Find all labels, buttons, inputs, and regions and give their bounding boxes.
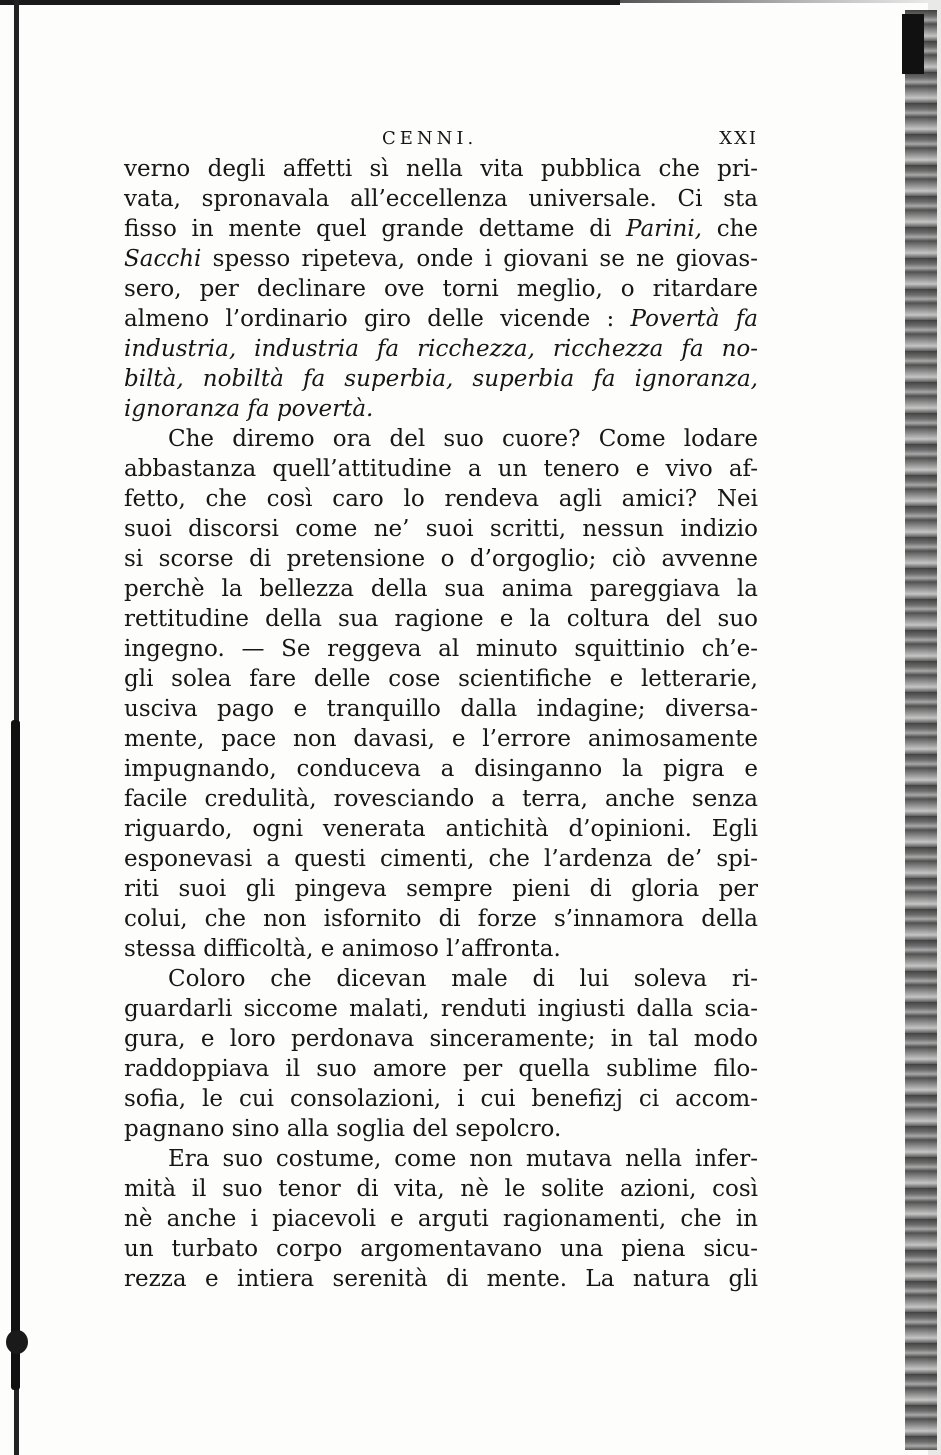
text-segment: suoi discorsi come ne’ suoi scritti, nessun indizio xyxy=(124,516,758,542)
text-line xyxy=(124,844,758,874)
text-line xyxy=(124,214,758,244)
text-line xyxy=(124,274,758,304)
text-line xyxy=(124,1054,758,1084)
text-segment: abbastanza quell’attitudine a un tenero e vivo af- xyxy=(124,456,758,482)
text-block xyxy=(124,126,758,1294)
text-line xyxy=(124,904,758,934)
text-line xyxy=(124,934,758,964)
text-line xyxy=(124,994,758,1024)
text-segment: impugnando, conduceva a disinganno la pigra e xyxy=(124,756,758,782)
italic-text: Sacchi xyxy=(124,246,202,272)
text-line xyxy=(124,484,758,514)
text-segment: riti suoi gli pingeva sempre pieni di gloria per xyxy=(124,876,758,902)
scan-top-border xyxy=(0,0,620,5)
text-segment: Era suo costume, come non mutava nella infer- xyxy=(168,1146,758,1172)
text-segment: vata, spronavala all’eccellenza universale. Ci sta xyxy=(124,186,758,212)
text-line xyxy=(124,184,758,214)
text-segment: che xyxy=(702,216,758,242)
text-segment: colui, che non isfornito di forze s’innamora della xyxy=(124,906,758,932)
body-text xyxy=(124,154,758,1294)
text-line xyxy=(124,1174,758,1204)
text-line xyxy=(124,874,758,904)
text-segment: fetto, che così caro lo rendeva agli amici? Nei xyxy=(124,486,758,512)
text-segment: un turbato corpo argomentavano una piena sicu- xyxy=(124,1236,758,1262)
text-segment: perchè la bellezza della sua anima pareggiava la xyxy=(124,576,758,602)
italic-text: Povertà fa xyxy=(630,306,758,332)
text-line xyxy=(124,1024,758,1054)
text-line xyxy=(124,634,758,664)
text-line xyxy=(124,1264,758,1294)
text-segment: spesso ripeteva, onde i giovani se ne giovas- xyxy=(201,246,758,272)
text-segment: esponevasi a questi cimenti, che l’ardenza de’ spi- xyxy=(124,846,758,872)
text-line xyxy=(124,364,758,394)
text-segment: fisso in mente quel grande dettame di xyxy=(124,216,626,242)
scan-top-border-fade xyxy=(620,0,941,3)
text-line xyxy=(124,1114,758,1144)
text-line xyxy=(124,544,758,574)
text-line xyxy=(124,784,758,814)
text-line xyxy=(124,604,758,634)
text-line xyxy=(124,244,758,274)
text-segment: mente, pace non davasi, e l’errore animosamente xyxy=(124,726,758,752)
text-segment: Coloro che dicevan male di lui soleva ri- xyxy=(168,966,758,992)
text-line xyxy=(124,424,758,454)
scan-left-binding-shadow xyxy=(11,720,20,1390)
text-line xyxy=(124,814,758,844)
text-segment: gli solea fare delle cose scientifiche e letterarie, xyxy=(124,666,758,692)
text-segment: sero, per declinare ove torni meglio, o ritardare xyxy=(124,276,758,302)
text-line xyxy=(124,694,758,724)
scan-right-dark-mark xyxy=(902,14,924,74)
text-segment: facile credulità, rovesciando a terra, anche senza xyxy=(124,786,758,812)
text-line xyxy=(124,394,758,424)
text-line xyxy=(124,1234,758,1264)
scan-right-page-edges xyxy=(905,10,937,1450)
text-line xyxy=(124,304,758,334)
text-line xyxy=(124,1204,758,1234)
text-line xyxy=(124,1084,758,1114)
italic-text: Parini, xyxy=(626,216,702,242)
text-segment: guardarli siccome malati, renduti ingiusti dalla scia- xyxy=(124,996,758,1022)
text-segment: verno degli affetti sì nella vita pubblica che pri- xyxy=(124,156,758,182)
text-line xyxy=(124,454,758,484)
text-segment: ingegno. — Se reggeva al minuto squittinio ch’e- xyxy=(124,636,758,662)
text-segment: Che diremo ora del suo cuore? Come lodare xyxy=(168,426,758,452)
text-line xyxy=(124,664,758,694)
italic-text: industria, industria fa ricchezza, ricchezza fa no- xyxy=(124,336,758,362)
italic-text: ignoranza fa povertà. xyxy=(124,396,374,422)
text-segment: rettitudine della sua ragione e la coltura del suo xyxy=(124,606,758,632)
text-line xyxy=(124,154,758,184)
text-line xyxy=(124,754,758,784)
text-line xyxy=(124,1144,758,1174)
text-segment: almeno l’ordinario giro delle vicende : xyxy=(124,306,631,332)
text-segment: mità il suo tenor di vita, nè le solite azioni, così xyxy=(124,1176,758,1202)
text-line xyxy=(124,964,758,994)
text-segment: stessa difficoltà, e animoso l’affronta. xyxy=(124,936,561,962)
page-number: XXI xyxy=(719,128,758,149)
scan-left-binding-mark xyxy=(6,1330,28,1354)
text-line xyxy=(124,334,758,364)
text-segment: si scorse di pretensione o d’orgoglio; ciò avvenne xyxy=(124,546,758,572)
text-segment: usciva pago e tranquillo dalla indagine; diversa- xyxy=(124,696,758,722)
text-segment: riguardo, ogni venerata antichità d’opinioni. Egli xyxy=(124,816,758,842)
text-segment: raddoppiava il suo amore per quella sublime filo- xyxy=(124,1056,758,1082)
text-segment: sofia, le cui consolazioni, i cui benefizj ci accom- xyxy=(124,1086,758,1112)
text-segment: nè anche i piacevoli e arguti ragionamenti, che in xyxy=(124,1206,758,1232)
text-segment: rezza e intiera serenità di mente. La natura gli xyxy=(124,1266,758,1292)
italic-text: biltà, nobiltà fa superbia, superbia fa ignoranza, xyxy=(124,366,758,392)
text-line xyxy=(124,574,758,604)
running-head xyxy=(124,126,758,154)
text-segment: pagnano sino alla soglia del sepolcro. xyxy=(124,1116,562,1142)
text-line xyxy=(124,514,758,544)
text-segment: gura, e loro perdonava sinceramente; in tal modo xyxy=(124,1026,758,1052)
running-head-title: CENNI. xyxy=(382,128,478,149)
text-line xyxy=(124,724,758,754)
